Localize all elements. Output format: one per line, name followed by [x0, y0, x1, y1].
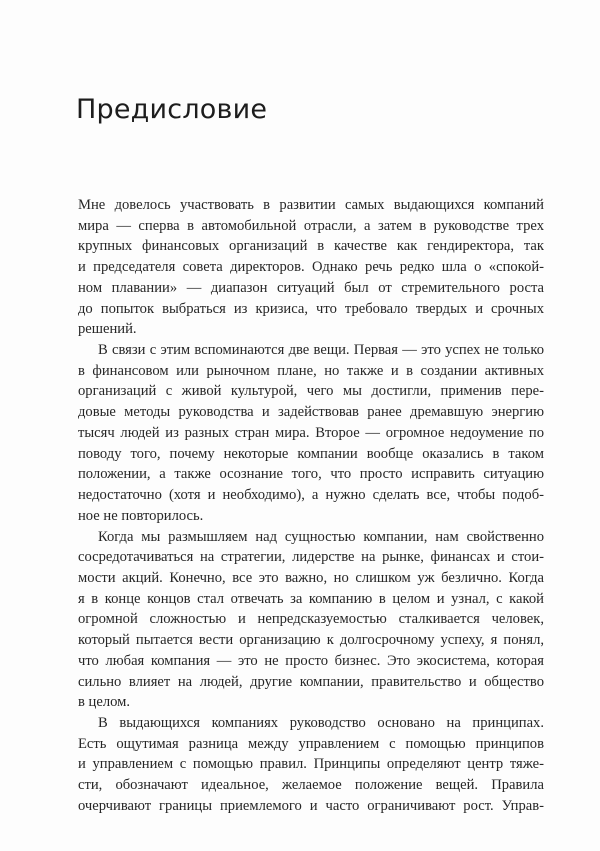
text-line: Когда мы размышляем над сущностью компании, нам свойственно: [98, 528, 544, 545]
text-line: я в конце концов стал отвечать за компанию в целом и узнал, с какой: [78, 590, 544, 607]
body-text: [78, 195, 544, 817]
paragraph: [78, 195, 544, 340]
text-line: очерчивают границы приемлемого и часто ограничивают рост. Управ-: [78, 797, 544, 814]
text-line: до попыток выбраться из кризиса, что требовало твердых и срочных: [78, 300, 544, 317]
text-line: В связи с этим вспоминаются две вещи. Первая — это успех не только: [98, 342, 544, 359]
text-line: мости акций. Конечно, все это важно, но слишком уж безлично. Когда: [78, 569, 544, 586]
text-line: положении, а также осознание того, что просто исправить ситуацию: [78, 466, 544, 483]
text-line: и управлением с помощью правил. Принципы определяют центр тяже-: [78, 756, 544, 773]
text-line: решений.: [78, 321, 137, 338]
text-line: который пытается вести организацию к долгосрочному успеху, я понял,: [78, 632, 544, 649]
text-line: мира — сперва в автомобильной отрасли, а затем в руководстве трех: [78, 217, 544, 234]
text-line: В выдающихся компаниях руководство основано на принципах.: [98, 714, 544, 731]
text-line: в целом.: [78, 694, 131, 711]
text-line: организаций с живой культурой, чего мы достигли, применив пере-: [78, 383, 544, 400]
text-line: в финансовом или рыночном плане, но также и в создании активных: [78, 362, 544, 379]
text-line: сти, обозначают идеальное, желаемое положение вещей. Правила: [78, 777, 544, 794]
chapter-title: Предисловие: [76, 94, 268, 125]
text-line: крупных финансовых организаций в качестве как гендиректора, так: [78, 238, 544, 255]
text-line: ном плавании» — диапазон ситуаций был от стремительного роста: [78, 279, 544, 296]
paragraph: [78, 713, 544, 817]
text-line: ное не повторилось.: [78, 507, 204, 524]
text-line: Мне довелось участвовать в развитии самых выдающихся компаний: [78, 197, 544, 213]
text-line: довые методы руководства и задействовав ранее дремавшую энергию: [78, 404, 544, 421]
paragraph: [78, 527, 544, 713]
text-line: недостаточно (хотя и необходимо), а нужно сделать все, чтобы подоб-: [78, 487, 544, 504]
text-line: сильно влияет на людей, другие компании, правительство и общество: [78, 673, 544, 690]
text-line: тысяч людей из разных стран мира. Второе — огромное недоумение по: [78, 424, 544, 441]
text-line: сосредотачиваться на стратегии, лидерстве на рынке, финансах и стои-: [78, 549, 544, 566]
text-line: огромной сложностью и непредсказуемостью сталкивается человек,: [78, 611, 544, 628]
paragraph: [78, 340, 544, 526]
text-line: Есть ощутимая разница между управлением с помощью принципов: [78, 735, 544, 752]
text-line: поводу того, почему некоторые компании вообще оказались в таком: [78, 445, 544, 462]
text-line: и председателя совета директоров. Однако речь редко шла о «спокой-: [78, 259, 544, 276]
text-line: что любая компания — это не просто бизнес. Это экосистема, которая: [78, 652, 544, 669]
